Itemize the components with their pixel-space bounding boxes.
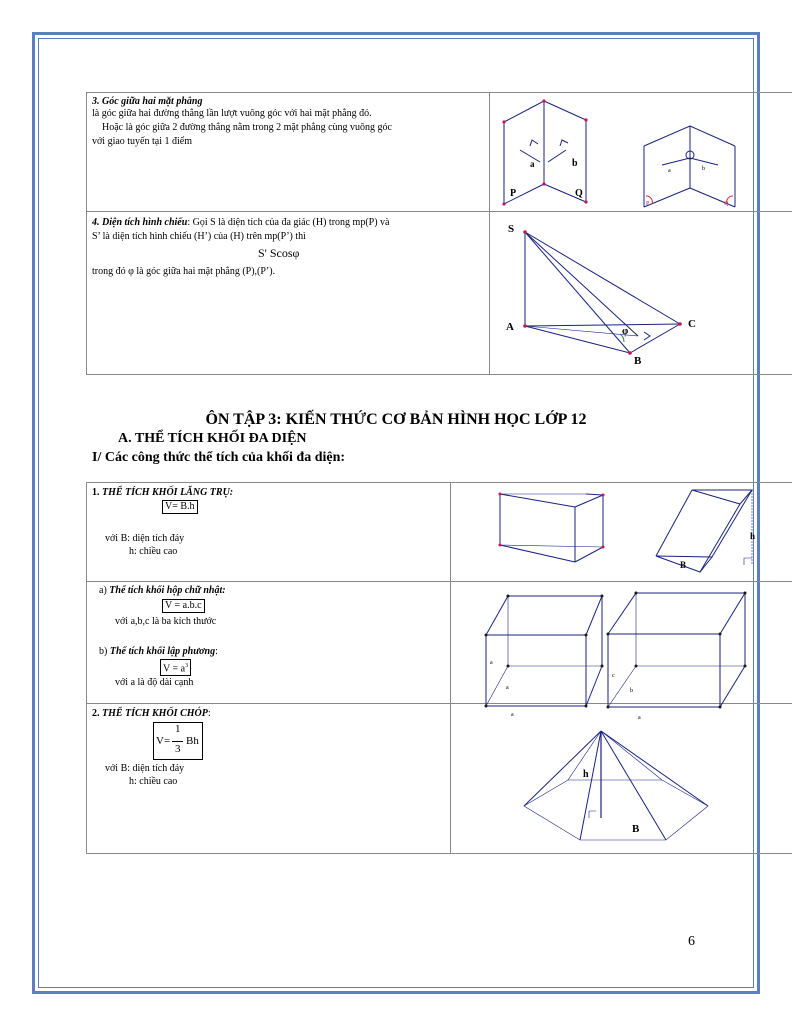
label-a-small: a bbox=[668, 168, 671, 174]
edge bbox=[580, 731, 601, 840]
label-b-small: b bbox=[702, 166, 705, 172]
box-a-label: a) bbox=[99, 585, 110, 596]
pyramid-formula-lhs: V= bbox=[156, 735, 171, 747]
label-P: P bbox=[510, 188, 517, 199]
section3-line3: với giao tuyến tại 1 điểm bbox=[92, 136, 192, 147]
section4-line1-rest: : Gọi S là diện tích của đa giác (H) trong mp(P) và bbox=[187, 217, 390, 228]
sub-heading: A. THỂ TÍCH KHỐI ĐA DIỆN bbox=[118, 431, 307, 446]
box-b-exponent: 3 bbox=[185, 663, 189, 669]
section3-title: 3. Góc giữa hai mặt phẳng bbox=[92, 96, 203, 107]
prism-with-b: với B: diện tích đáy bbox=[105, 533, 185, 544]
pyramid-frac-num: 1 bbox=[175, 723, 181, 735]
pyramid-frac-den: 3 bbox=[175, 743, 181, 755]
pyramid-base bbox=[524, 780, 708, 840]
pyramid-title-num: 2. bbox=[92, 708, 102, 719]
label-Q: Q bbox=[575, 188, 583, 199]
section3-line1: là góc giữa hai đường thẳng lần lượt vuông góc với hai mặt phẳng đó. bbox=[92, 108, 372, 119]
section4-formula: S' Scosφ bbox=[258, 246, 300, 260]
pyramid-title-text: THỂ TÍCH KHỐI CHÓP bbox=[102, 708, 208, 719]
label-phi: φ bbox=[622, 326, 629, 337]
prism-label-B: B bbox=[680, 560, 687, 570]
cube-label-a-bottom: a bbox=[511, 712, 514, 718]
label-A: A bbox=[506, 321, 514, 333]
main-heading: ÔN TẬP 3: KIẾN THỨC CƠ BẢN HÌNH HỌC LỚP 12 bbox=[205, 411, 587, 428]
label-C: C bbox=[688, 318, 696, 330]
label-S: S bbox=[508, 223, 515, 235]
box-label-c: c bbox=[612, 673, 615, 679]
prism-title-text: THỂ TÍCH KHỐI LĂNG TRỤ bbox=[102, 487, 230, 498]
page-number: 6 bbox=[688, 934, 695, 949]
edge bbox=[601, 731, 708, 806]
pyramid-formula-rhs: Bh bbox=[186, 735, 199, 747]
box-a-colon: : bbox=[222, 585, 226, 596]
edge bbox=[524, 731, 601, 806]
prism-h: h: chiều cao bbox=[129, 546, 178, 557]
section4-line2: S’ là diện tích hình chiếu (H’) của (H) trên mp(P’) thì bbox=[92, 231, 306, 242]
prism-label-h: h bbox=[750, 531, 756, 541]
subsub-heading: I/ Các công thức thể tích của khối đa diện: bbox=[92, 450, 346, 465]
section3-line2: Hoặc là góc giữa 2 đường thẳng nằm trong 2 mặt phẳng cùng vuông góc bbox=[102, 122, 392, 133]
box-a-note: với a,b,c là ba kích thước bbox=[115, 616, 217, 627]
box-label-a: a bbox=[638, 715, 641, 721]
hidden-edge bbox=[601, 731, 662, 780]
pyramid-title-colon: : bbox=[207, 708, 211, 719]
box-b-title-text: Thể tích khối lập phương bbox=[109, 646, 216, 657]
prism-title-colon: : bbox=[229, 487, 234, 498]
box-a-title-text: Thể tích khối hộp chữ nhật bbox=[109, 585, 223, 596]
box-a-formula-box: V = a.b.c bbox=[162, 599, 205, 613]
box-b-formula-text: V = a bbox=[163, 663, 186, 675]
cube-label-a-base: a bbox=[506, 685, 509, 691]
pyramid-with-b: với B: diện tích đáy bbox=[105, 763, 185, 774]
label-P-small: P bbox=[646, 201, 650, 207]
section4-line3: trong đó φ là góc giữa hai mặt phẳng (P),(P’). bbox=[92, 266, 276, 277]
label-Q-small: Q bbox=[724, 201, 729, 207]
box-b-colon: : bbox=[215, 646, 218, 657]
pyramid-h: h: chiều cao bbox=[129, 776, 178, 787]
box-label-b: b bbox=[630, 688, 633, 694]
label-b: b bbox=[572, 158, 578, 169]
prism-title-num: 1. bbox=[92, 487, 102, 498]
pyramid-label-B: B bbox=[632, 823, 640, 835]
right-angle-mark bbox=[589, 811, 596, 818]
cube-label-a-side: a bbox=[490, 660, 493, 666]
box-b-label: b) bbox=[99, 646, 110, 657]
box-b-note: với a là độ dài cạnh bbox=[115, 677, 194, 688]
label-a: a bbox=[530, 159, 535, 169]
prism-formula-box: V= B.h bbox=[162, 500, 198, 514]
section4-title: 4. Diện tích hình chiếu bbox=[92, 217, 188, 228]
label-B: B bbox=[634, 355, 642, 367]
pyramid-label-h: h bbox=[583, 769, 589, 780]
